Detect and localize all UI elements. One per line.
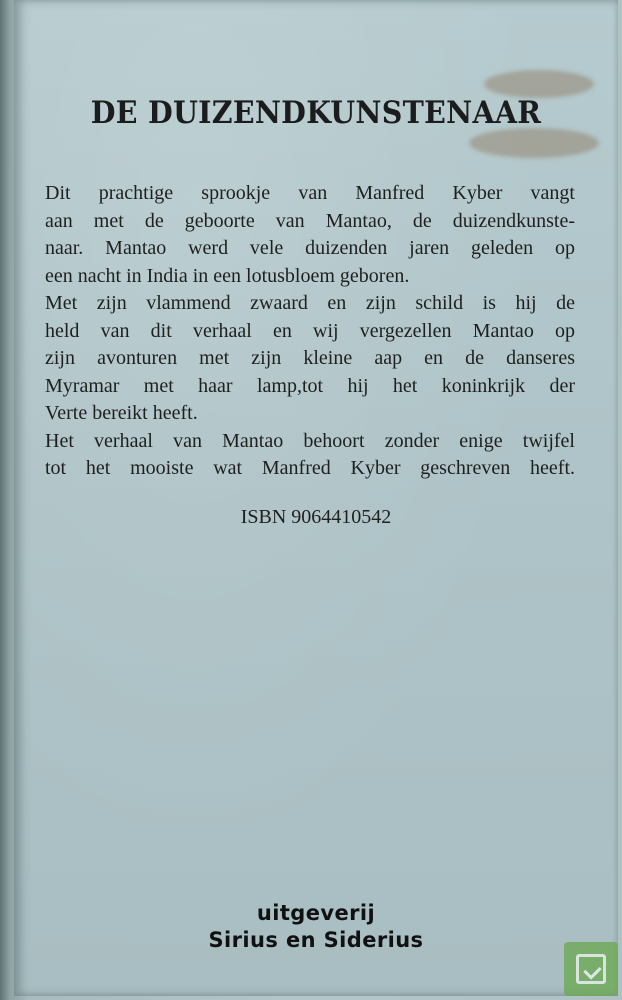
publisher-name: Sirius en Siderius: [208, 928, 424, 952]
description-line: held van dit verhaal en wij vergezellen Mantao op: [45, 319, 575, 342]
description-line: Met zijn vlammend zwaard en zijn schild is hij de: [45, 292, 575, 314]
checkmark-icon: [576, 954, 606, 984]
description-line: naar. Mantao werd vele duizenden jaren geleden op: [45, 237, 575, 259]
book-back-cover: [14, 0, 618, 996]
description-line: een nacht in India in een lotusbloem geboren.: [45, 264, 410, 287]
description-line: zijn avonturen met zijn kleine aap en de danseres: [45, 347, 575, 369]
stain-mark: [484, 70, 594, 98]
publisher-label: uitgeverij: [256, 901, 376, 925]
description-line: Verte bereikt heeft.: [45, 402, 198, 424]
description-line: Het verhaal van Mantao behoort zonder enige twijfel: [45, 429, 575, 452]
checkmark-logo-icon: [564, 942, 618, 996]
book-description: [45, 180, 575, 483]
description-line: Myramar met haar lamp,tot hij het koninkrijk der: [45, 374, 575, 397]
isbn-number: ISBN 9064410542: [240, 506, 392, 528]
description-line: aan met de geboorte van Mantao, de duizendkunste-: [45, 209, 575, 232]
description-line: Dit prachtige sprookje van Manfred Kyber vangt: [45, 182, 575, 204]
book-title: DE DUIZENDKUNSTENAAR: [90, 95, 542, 131]
description-line: tot het mooiste wat Manfred Kyber geschreven heeft.: [45, 457, 575, 479]
stain-mark: [469, 128, 599, 158]
publisher-imprint: [14, 900, 618, 954]
